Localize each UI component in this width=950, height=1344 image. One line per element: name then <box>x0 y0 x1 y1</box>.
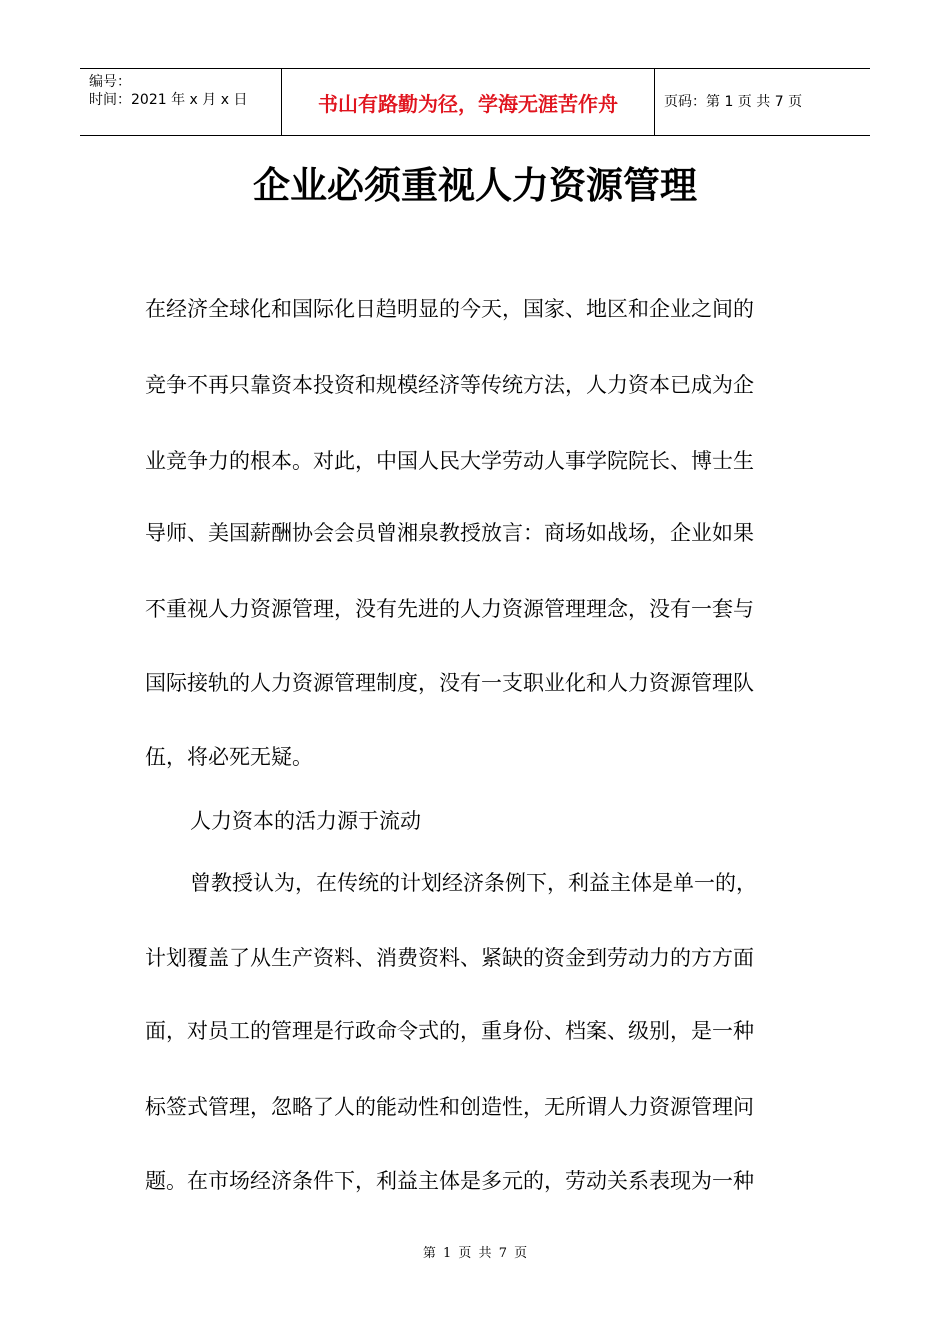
header-motto-cell <box>282 69 655 135</box>
body-line: 面，对员工的管理是行政命令式的，重身份、档案、级别，是一种 <box>145 1019 754 1043</box>
body-line: 计划覆盖了从生产资料、消费资料、紧缺的资金到劳动力的方方面 <box>145 946 754 970</box>
body-line: 曾教授认为，在传统的计划经济条例下，利益主体是单一的， <box>190 871 757 895</box>
body-line: 伍，将必死无疑。 <box>145 745 313 769</box>
section-heading: 人力资本的活力源于流动 <box>190 809 421 833</box>
header-page-info: 页码：第 1 页 共 7 页 <box>664 94 803 110</box>
body-line: 标签式管理，忽略了人的能动性和创造性，无所谓人力资源管理问 <box>145 1095 754 1119</box>
header-meta-cell <box>80 69 282 135</box>
document-time-label: 时间：2021 年 x 月 x 日 <box>89 92 248 108</box>
body-line: 国际接轨的人力资源管理制度，没有一支职业化和人力资源管理队 <box>145 671 754 695</box>
body-line: 不重视人力资源管理，没有先进的人力资源管理理念，没有一套与 <box>145 597 754 621</box>
header-motto: 书山有路勤为径，学海无涯苦作舟 <box>318 92 618 116</box>
body-line: 业竞争力的根本。对此，中国人民大学劳动人事学院院长、博士生 <box>145 449 754 473</box>
body-line: 题。在市场经济条件下，利益主体是多元的，劳动关系表现为一种 <box>145 1169 754 1193</box>
body-line: 导师、美国薪酬协会会员曾湘泉教授放言：商场如战场，企业如果 <box>145 521 754 545</box>
page-footer: 第 1 页 共 7 页 <box>422 1246 528 1261</box>
document-title: 企业必须重视人力资源管理 <box>253 163 697 207</box>
body-line: 在经济全球化和国际化日趋明显的今天，国家、地区和企业之间的 <box>145 297 754 321</box>
document-header <box>80 68 870 136</box>
header-page-cell <box>655 69 870 135</box>
document-number-label: 编号： <box>89 74 131 90</box>
body-line: 竞争不再只靠资本投资和规模经济等传统方法，人力资本已成为企 <box>145 373 754 397</box>
